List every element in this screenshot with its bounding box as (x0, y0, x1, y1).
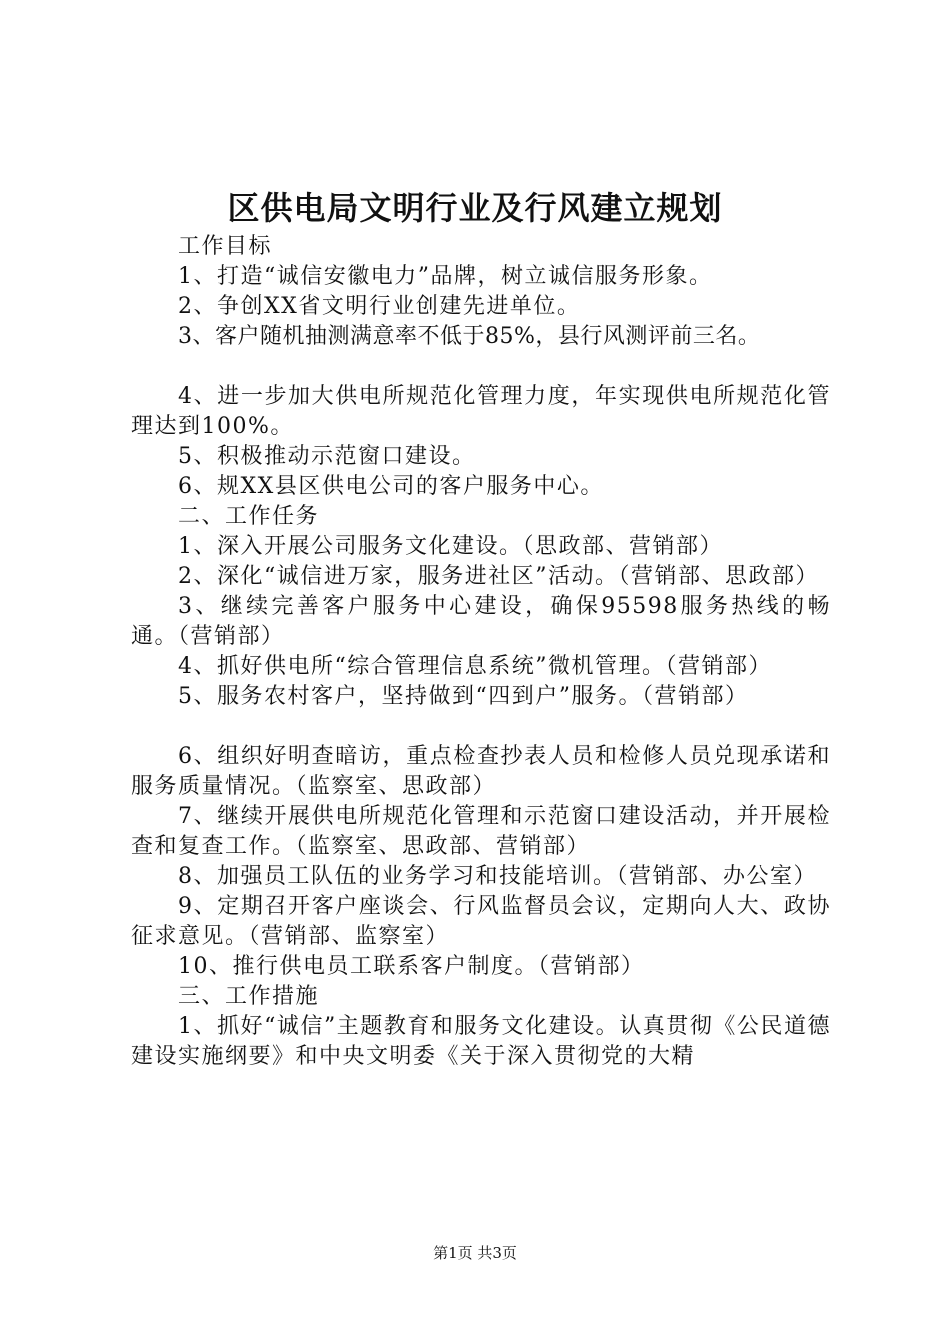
paragraph: 7、继续开展供电所规范化管理和示范窗口建设活动，并开展检查和复查工作。（监察室、思政部、营销部） (131, 804, 831, 859)
paragraph: 3、客户随机抽测满意率不低于85%，县行风测评前三名。 (178, 324, 761, 349)
paragraph: 5、积极推动示范窗口建设。 (178, 444, 476, 469)
paragraph: 2、深化“诚信进万家，服务进社区”活动。（营销部、思政部） (178, 564, 819, 589)
section-heading-measures: 三、工作措施 (178, 984, 320, 1009)
paragraph: 6、组织好明查暗访，重点检查抄表人员和检修人员兑现承诺和服务质量情况。（监察室、思政部） (131, 744, 831, 799)
document-body (131, 232, 831, 1072)
paragraph: 3、继续完善客户服务中心建设，确保95598服务热线的畅通。（营销部） (131, 594, 831, 649)
section-heading-tasks: 二、工作任务 (178, 504, 320, 529)
paragraph: 1、打造“诚信安徽电力”品牌，树立诚信服务形象。 (178, 264, 713, 289)
paragraph: 6、规XX县区供电公司的客户服务中心。 (178, 474, 604, 499)
paragraph: 5、服务农村客户，坚持做到“四到户”服务。（营销部） (178, 684, 749, 709)
page-footer: 第1页 共3页 (433, 1244, 517, 1262)
paragraph: 2、争创XX省文明行业创建先进单位。 (178, 294, 581, 319)
paragraph: 9、定期召开客户座谈会、行风监督员会议，定期向人大、政协征求意见。（营销部、监察室） (131, 894, 831, 949)
paragraph: 1、抓好“诚信”主题教育和服务文化建设。认真贯彻《公民道德建设实施纲要》和中央文明委《关于深入贯彻党的大精 (131, 1014, 831, 1069)
paragraph: 8、加强员工队伍的业务学习和技能培训。（营销部、办公室） (178, 864, 817, 889)
section-heading-goals: 工作目标 (178, 234, 273, 259)
paragraph: 4、抓好供电所“综合管理信息系统”微机管理。（营销部） (178, 654, 772, 679)
paragraph: 10、推行供电员工联系客户制度。（营销部） (178, 954, 645, 979)
document-title: 区供电局文明行业及行风建立规划 (227, 189, 723, 227)
paragraph: 4、进一步加大供电所规范化管理力度，年实现供电所规范化管理达到100%。 (131, 384, 831, 439)
paragraph: 1、深入开展公司服务文化建设。（思政部、营销部） (178, 534, 723, 559)
